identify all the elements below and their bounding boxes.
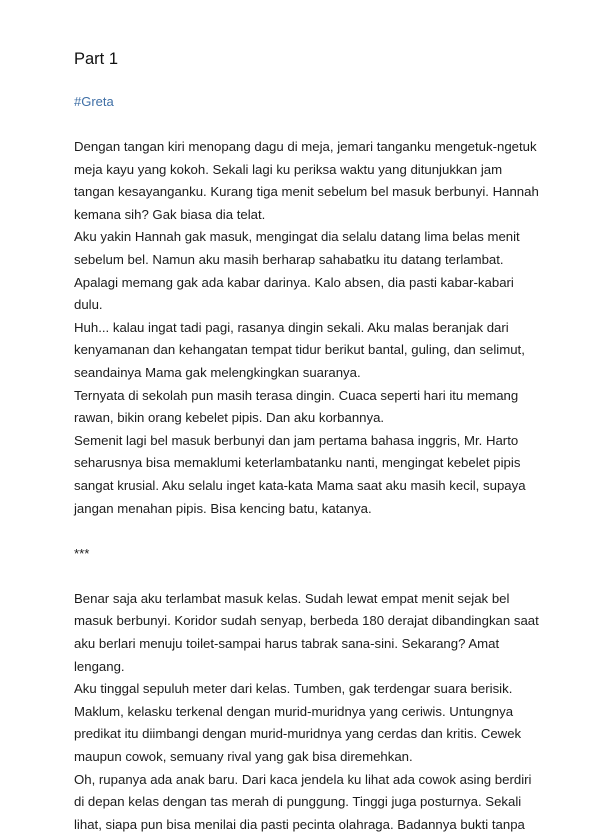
text-line: Apalagi memang gak ada kabar darinya. Kalo absen, dia pasti kabar-kabari [74, 274, 514, 290]
section-2 [74, 588, 590, 836]
text-line: Maklum, kelasku terkenal dengan murid-muridnya yang ceriwis. Untungnya [74, 703, 514, 719]
text-line: Aku tinggal sepuluh meter dari kelas. Tumben, gak terdengar suara berisik. [74, 681, 513, 697]
text-line: Benar saja aku terlambat masuk kelas. Sudah lewat empat menit sejak bel [74, 590, 510, 606]
text-line: sebelum bel. Namun aku masih berharap sahabatku itu datang terlambat. [74, 251, 504, 267]
text-line: aku berlari menuju toilet-sampai harus tabrak sana-sini. Sekarang? Amat [74, 636, 500, 652]
text-line: jangan menahan pipis. Bisa kencing batu, katanya. [74, 500, 372, 516]
text-line: Dengan tangan kiri menopang dagu di meja, jemari tanganku mengetuk-ngetuk [74, 139, 537, 154]
text-line: Ternyata di sekolah pun masih terasa dingin. Cuaca seperti hari itu memang [74, 387, 519, 403]
text-line: tangan kesayanganku. Kurang tiga menit sebelum bel masuk berbunyi. Hannah [74, 184, 539, 200]
text-line: meja kayu yang kokoh. Sekali lagi ku periksa waktu yang ditunjukkan jam [74, 161, 503, 177]
text-line: maupun cowok, semuany rival yang gak bisa diremehkan. [74, 749, 413, 765]
text-line: dulu. [74, 297, 103, 313]
text-line: kemana sih? Gak biasa dia telat. [74, 206, 266, 222]
text-line: lihat, siapa pun bisa menilai dia pasti pecinta olahraga. Badannya bukti tanpa [74, 816, 525, 832]
document-page [74, 0, 594, 832]
text-line: sangat krusial. Aku selalu inget kata-kata Mama saat aku masih kecil, supaya [74, 477, 526, 493]
text-line: masuk berbunyi. Koridor sudah senyap, berbeda 180 derajat dibandingkan saat [74, 613, 539, 629]
character-tag: #Greta [74, 94, 114, 109]
text-line: kenyamanan dan kehangatan tempat tidur berikut bantal, guling, dan selimut, [74, 342, 525, 358]
paragraph [74, 226, 590, 316]
spacer [74, 565, 590, 588]
text-line: rawan, bikin orang kebelet pipis. Dan aku korbannya. [74, 410, 385, 426]
paragraph [74, 385, 590, 430]
paragraph [74, 430, 590, 520]
text-line: seandainya Mama gak melengkingkan suaranya. [74, 364, 361, 380]
paragraph [74, 136, 590, 226]
scene-separator: *** [74, 545, 90, 561]
text-line: Aku yakin Hannah gak masuk, mengingat dia selalu datang lima belas menit [74, 229, 520, 245]
text-line: Oh, rupanya ada anak baru. Dari kaca jendela ku lihat ada cowok asing berdiri [74, 771, 532, 787]
section-1 [74, 136, 590, 520]
spacer [74, 520, 590, 543]
text-line: di depan kelas dengan tas merah di punggung. Tinggi juga posturnya. Sekali [74, 794, 522, 810]
text-line: Semenit lagi bel masuk berbunyi dan jam pertama bahasa inggris, Mr. Harto [74, 432, 519, 448]
text-line: seharusnya bisa memaklumi keterlambatanku nanti, mengingat kebelet pipis [74, 455, 521, 471]
document-title: Part 1 [74, 50, 119, 68]
paragraph [74, 588, 590, 678]
text-line: predikat itu diimbangi dengan murid-muridnya yang cerdas dan kritis. Cewek [74, 726, 522, 742]
text-line: Huh... kalau ingat tadi pagi, rasanya dingin sekali. Aku malas beranjak dari [74, 319, 509, 335]
paragraph [74, 769, 590, 836]
text-line: lengang. [74, 658, 125, 674]
paragraph [74, 317, 590, 385]
document-body [74, 136, 590, 836]
paragraph [74, 678, 590, 768]
